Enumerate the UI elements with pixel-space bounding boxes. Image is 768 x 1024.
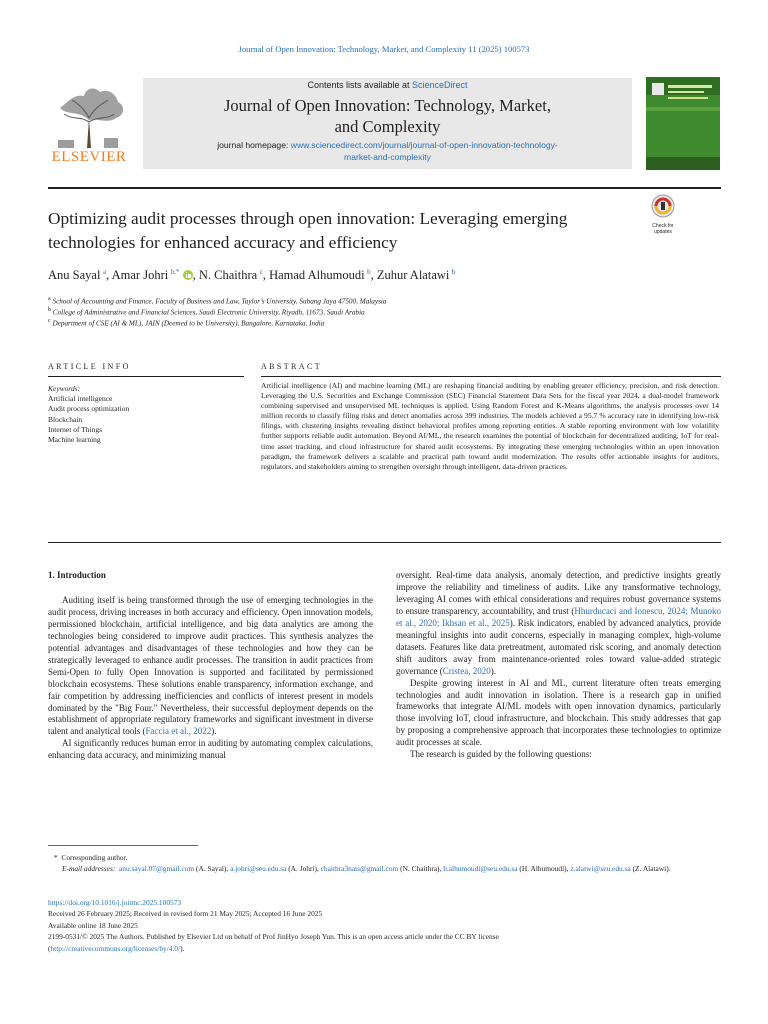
abstract-text: Artificial intelligence (AI) and machine learning (ML) are reshaping financial auditing by enabling greater efficiency, precision, and risk detection. Leveraging the U.S. Securities and Exchange Commission (SEC) Financial Statement Data Sets for the fiscal year 2024, a dual-model framework combining supervised and unsupervised ML techniques is applied. Using Random Forest and K-Means algorithms, the analysis processes over 14 million records to classify filing risks and detect anomalies across 399 industries. The models achieved a 95.7 % accuracy rate in identifying low-risk filings, with clustering insights revealing distinct behavioral profiles among reporting entities. A stable reporting environment with low volatility further supports reliable audit automation. Beyond AI/ML, the research examines the potential of blockchain for decentralized auditing, IoT for real-time asset tracking, and cloud infrastructure for shared audit ecosystems. By integrating these emerging technologies within an open innovation paradigm, the framework delivers a scalable and practical path toward audit modernization. The results offer actionable insights for auditors, regulators, and stakeholders aiming to strengthen oversight through intelligent, data-driven practices. [261, 381, 719, 471]
keywords-label: Keywords: [48, 384, 81, 393]
affiliation-mark: c [48, 318, 51, 324]
keyword: Artificial intelligence [48, 394, 113, 404]
elsevier-tree-icon [48, 80, 130, 150]
email-note [48, 863, 721, 874]
author-name[interactable]: Zuhur Alatawi [376, 268, 450, 283]
article-title [48, 207, 618, 255]
abstract-heading: ABSTRACT [261, 362, 322, 371]
abstract-rule [261, 376, 721, 377]
affiliation [48, 296, 386, 305]
journal-title [143, 95, 632, 137]
author-list: Anu Sayal $^a$, Amar Johri $^{b,*}$ , N. Chaithra $^c$, Hamad Alhumoudi $^b$, Zuhur Alatawi $^b$ [48, 268, 456, 283]
paragraph: AI significantly reduces human error in auditing by automating complex calculations, enhancing data accuracy, and minimizing manual [48, 738, 373, 761]
check-updates-icon [645, 193, 681, 219]
license-link[interactable]: http://creativecommons.org/licenses/by/4.0/ [50, 943, 181, 953]
email-owner: (A. Johri), [286, 864, 321, 874]
paragraph: The research is guided by the following questions: [410, 749, 592, 760]
email-link[interactable]: z.alatwi@seu.edu.sa [570, 864, 631, 874]
author-affiliation-mark[interactable]: b,* [170, 268, 180, 276]
keywords-block [48, 384, 129, 445]
keyword: Audit process optimization [48, 404, 130, 414]
journal-homepage [150, 139, 625, 163]
homepage-link-line1[interactable]: www.sciencedirect.com/journal/journal-of-open-innovation-technology- [290, 140, 558, 150]
email-link[interactable]: h.alhumoudi@seu.edu.sa [443, 864, 518, 874]
received-dates: Received 26 February 2025; Received in revised form 21 May 2025; Accepted 16 June 2025 [48, 909, 323, 919]
body-left-column [48, 570, 373, 762]
paragraph [48, 595, 373, 738]
sciencedirect-link[interactable]: ScienceDirect [412, 80, 468, 90]
author-affiliation-mark[interactable]: b [451, 268, 456, 276]
affiliation [48, 307, 365, 316]
footnotes [48, 852, 721, 875]
citation-link[interactable]: Cristea, 2020 [442, 665, 491, 676]
journal-title-line1: Journal of Open Innovation: Technology, Market, [224, 96, 551, 115]
email-label: E-mail addresses: [62, 864, 116, 874]
paragraph-text: ). Risk indicators, enabled by advanced analytics, provide meaningful insights into audit concerns, especially in managing complex, high-volume datasets. Features like data pretreatment, automated risk scoring, and anomaly detection shift auditors away from maintenance-oriented roles toward value-added strategic governance ( [396, 617, 721, 676]
article-info-rule [48, 376, 244, 377]
abstract-bottom-rule [48, 542, 721, 543]
author-name[interactable]: Hamad Alhumoudi [269, 268, 365, 283]
email-link[interactable]: chaithra3nats@gmail.com [320, 864, 399, 874]
email-owner: (H. Alhumoudi), [519, 864, 571, 874]
author-affiliation-mark[interactable]: a [102, 268, 107, 276]
author-name[interactable]: Amar Johri [111, 268, 169, 283]
affiliation-mark: a [48, 296, 51, 302]
homepage-label: journal homepage: [217, 140, 291, 150]
email-owner: (N. Chaithra), [398, 864, 444, 874]
doi-link[interactable]: https://doi.org/10.1016/j.joitmc.2025.100573 [48, 898, 182, 907]
elsevier-wordmark: ELSEVIER [51, 149, 127, 165]
footnote-rule [48, 845, 198, 846]
paragraph-text: Auditing itself is being transformed through the use of emerging technologies in the audit process, driving increases in both accuracy and efficiency. Open innovation models, permissioned blockchain, artificial intelligence, and big data analytics are among the technologies being considered to improve audit practices. This synthesis analyzes the potential advantages and disadvantages of these technologies and how they can be strategically leveraged to enhance audit processes. The transition in audit practices from Semi-Open to fully Open Innovation is supported and facilitated by permissioned blockchain ecosystems. These solutions enable transparency, information exchange, and fair competition by addressing inefficiencies and conflicts of interest present in models dominated by the "Big Four." Nevertheless, their successful deployment depends on the establishment of appropriate regulatory frameworks and significant investment in diverse talent and analytical tools ( [48, 594, 373, 737]
article-info-heading: ARTICLE INFO [48, 362, 131, 371]
article-title-line1: Optimizing audit processes through open innovation: Leveraging emerging [48, 209, 568, 228]
contents-line [143, 80, 632, 90]
affiliation-text: Department of CSE (AI & ML), JAIN (Deemed to be University), Bangalore, Karnataka, India [52, 319, 325, 328]
article-title-line2: technologies for enhanced accuracy and efficiency [48, 233, 398, 252]
contents-prefix: Contents lists available at [307, 80, 413, 90]
article-history [48, 897, 721, 954]
copyright-text: 2199-0531/© 2025 The Authors. Published by Elsevier Ltd on behalf of Prof JinHyo Joseph Yun. This is an open access article under the CC BY license [48, 932, 499, 942]
author-name[interactable]: Anu Sayal [48, 268, 101, 283]
journal-title-line2: and Complexity [334, 117, 441, 136]
homepage-link-line2[interactable]: market-and-complexity [344, 152, 431, 162]
email-link[interactable]: anu.sayal.07@gmail.com [119, 864, 195, 874]
paragraph [396, 570, 721, 678]
journal-cover-icon [646, 77, 720, 170]
corresponding-text: Corresponding author. [61, 853, 128, 862]
header-rule [48, 187, 721, 189]
author-affiliation-mark[interactable]: c [259, 268, 263, 276]
citation-link[interactable]: Faccia et al., 2022 [145, 726, 212, 737]
affiliation-mark: b [48, 307, 51, 313]
paragraph-text: ). [490, 665, 496, 676]
affiliation [48, 318, 324, 327]
body-right-column [396, 570, 721, 761]
paragraph-text: ). [211, 726, 217, 737]
check-for-updates-button[interactable] [645, 193, 681, 235]
keyword: Blockchain [48, 414, 83, 424]
orcid-icon[interactable] [183, 270, 193, 280]
email-owner: (Z. Alatawi). [630, 864, 671, 874]
journal-cover-image[interactable] [646, 77, 720, 170]
paragraph: Despite growing interest in AI and ML, current literature often treats emerging technologies and audit innovation in isolation. There is a research gap in unified frameworks that integrate AI/ML models with open innovation dynamics, particularly those involving IoT, cloud infrastructure, and blockchain. This study addresses that gap by proposing a comprehensive approach that incorporates these technologies to optimize audit processes at scale. [396, 677, 721, 748]
keyword: Internet of Things [48, 424, 103, 434]
journal-reference[interactable]: Journal of Open Innovation: Technology, Market, and Complexity 11 (2025) 100573 [238, 44, 530, 54]
available-online: Available online 18 June 2025 [48, 920, 138, 930]
email-link[interactable]: a.johri@seu.edu.sa [230, 864, 287, 874]
corresponding-note: * Corresponding author. [54, 853, 128, 862]
author-affiliation-mark[interactable]: b [367, 268, 371, 276]
email-owner: (A. Sayal), [194, 864, 231, 874]
keyword: Machine learning [48, 435, 101, 445]
citation-link[interactable]: Hhurducaci and Ionescu, 2024; Munoko et al., 2020; Ikhsan et al., 2025 [396, 605, 721, 628]
section-heading: 1. Introduction [48, 570, 106, 580]
affiliation-text: School of Accounting and Finance, Faculty of Business and Law, Taylor’s University, Subang Jaya 47500, Malaysia [52, 297, 387, 306]
affiliation-text: College of Administrative and Financial Sciences, Saudi Electronic University, Riyadh, 11673, Saudi Arabia [52, 308, 365, 317]
author-name[interactable]: N. Chaithra [198, 268, 258, 283]
license-close: ). [180, 943, 185, 953]
paragraph-text: oversight. Real-time data analysis, anomaly detection, and predictive insights greatly improve the reliability and timeliness of audits. Like any transformative technology, leveraging AI comes with ethical considerations and requires robust governance systems to ensure transparency, accountability, and trust ( [396, 570, 721, 616]
check-updates-label: Check for updates [652, 223, 674, 235]
copyright-notice: 2199-0531/© 2025 The Authors. Published by Elsevier Ltd on behalf of Prof JinHyo Joseph Yun. This is an open access article under the CC BY license (http://creativecommons.org/licenses/by/4.0/). [48, 932, 499, 953]
